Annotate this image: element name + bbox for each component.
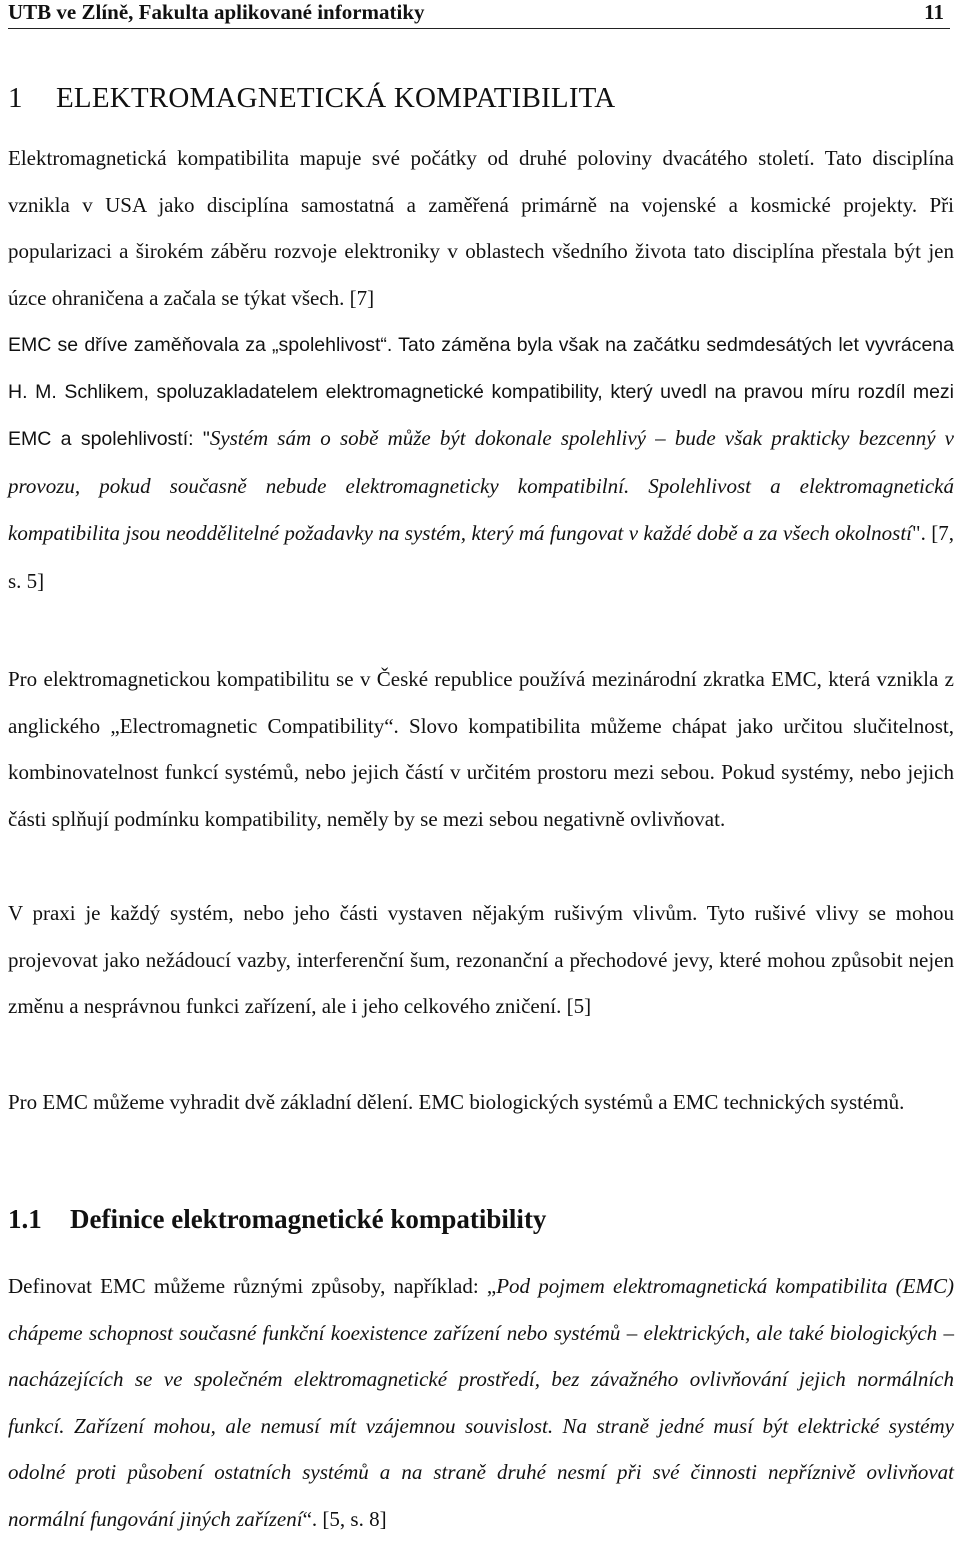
chapter-number: 1 xyxy=(8,82,23,114)
quote-text: Systém sám o sobě může být dokonale spolehlivý – bude však prakticky bezcenný v provozu, pokud současně nebude elektromagneticky kompatibilní. Spolehlivost a elektromagnetická kompatibilita jsou neoddělitelné požadavky na systém, který má fungovat v každé době a za všech okolností xyxy=(8,426,955,545)
page-number: 11 xyxy=(924,0,944,24)
quote-text: Pod pojmem elektromagnetická kompatibilita (EMC) chápeme schopnost současné funkční koexistence zařízení nebo systémů – elektrických, ale také biologických – nacházejících se ve společném elektromagnetické prostředí, bez závažného ovlivňování jejich normálních funkcí. Zařízení mohou, ale nemusí mít vzájemnou souvislost. Na straně jedné musí být elektrické systémy odolné proti působení ostatních systémů a na straně druhé nesmí při své činnosti nepříznivě ovlivňovat normální fungování jiných zařízení xyxy=(8,1274,954,1531)
citation: ". [7, s. 5] xyxy=(8,521,954,593)
paragraph-text: Elektromagnetická kompatibilita mapuje své počátky od druhé poloviny dvacátého století. Tato disciplína vznikla v USA jako disciplína samostatná a zaměřená primárně na vojenské a kosmické projekty. Při popularizaci a širokém záběru rozvoje elektroniky v oblastech všedního života tato disciplína přestala být jen úzce ohraničena a začala se týkat všech. [7] xyxy=(8,146,954,310)
paragraph-division xyxy=(8,1079,954,1126)
paragraph-reliability xyxy=(8,322,954,605)
citation: “. [5, s. 8] xyxy=(302,1506,387,1531)
section-number: 1.1 xyxy=(8,1204,42,1234)
running-header xyxy=(8,0,950,29)
paragraph-abbreviation xyxy=(8,656,954,842)
section-title: Definice elektromagnetické kompatibility xyxy=(70,1204,547,1234)
chapter-heading xyxy=(8,80,615,116)
paragraph-text: Pro elektromagnetickou kompatibilitu se v České republice používá mezinárodní zkratka EMC, která vznikla z anglického „Electromagnetic Compatibility“. Slovo kompatibilita můžeme chápat jako určitou slučitelnost, kombinovatelnost funkcí systémů, nebo jejich částí v určitém prostoru mezi sebou. Pokud systémy, nebo jejich části splňují podmínku kompatibility, neměly by se mezi sebou negativně ovlivňovat. xyxy=(8,667,954,831)
header-title: UTB ve Zlíně, Fakulta aplikované informatiky xyxy=(8,0,425,24)
paragraph-text: Pro EMC můžeme vyhradit dvě základní dělení. EMC biologických systémů a EMC technických systémů. xyxy=(8,1090,905,1114)
chapter-title: ELEKTROMAGNETICKÁ KOMPATIBILITA xyxy=(56,82,616,114)
paragraph-text: EMC se dříve zaměňovala za „spolehlivost“. Tato záměna byla však na začátku sedmdesátých let vyvrácena H. M. Schlikem, spoluzakladatelem elektromagnetické kompatibility, který uvedl na pravou míru rozdíl mezi EMC a spolehlivostí: " xyxy=(8,334,954,450)
paragraph-text: Definovat EMC můžeme různými způsoby, například: „ xyxy=(8,1274,497,1298)
paragraph-definition xyxy=(8,1263,954,1542)
paragraph-interference xyxy=(8,890,954,1030)
paragraph-text: V praxi je každý systém, nebo jeho části vystaven nějakým rušivým vlivům. Tyto rušivé vlivy se mohou projevovat jako nežádoucí vazby, interferenční šum, rezonanční a přechodové jevy, které mohou způsobit nejen změnu a nesprávnou funkci zařízení, ale i jeho celkového zničení. [5] xyxy=(8,901,954,1018)
section-heading xyxy=(8,1202,546,1236)
paragraph-origins xyxy=(8,135,954,321)
